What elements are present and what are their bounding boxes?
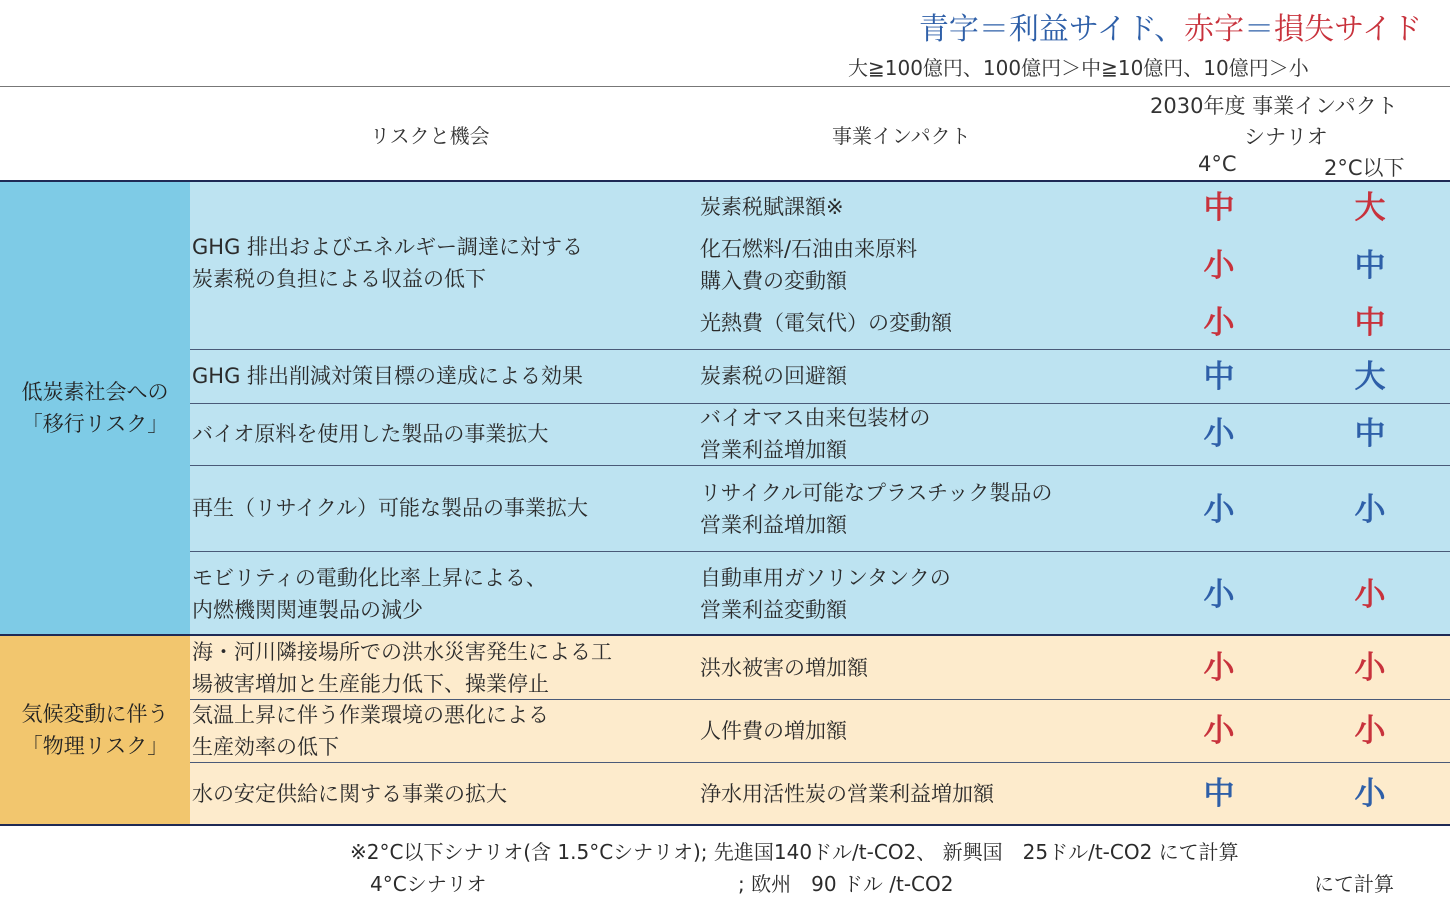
rating-2c-flood-damage-cost: 小 bbox=[1354, 650, 1386, 686]
impact-carbon-tax-levy: 炭素税賦課額※ bbox=[700, 195, 844, 219]
risk-item-carbon-tax-burden: GHG 排出およびエネルギー調達に対する 炭素税の負担による収益の低下 bbox=[192, 235, 584, 291]
impact-recyclable-plastics: リサイクル可能なプラスチック製品の 営業利益増加額 bbox=[700, 481, 1053, 537]
impact-gasoline-tank: 自動車用ガソリンタンクの 営業利益変動額 bbox=[700, 566, 951, 622]
risk-item-water-supply: 水の安定供給に関する事業の拡大 bbox=[192, 782, 507, 806]
rating-4c-biomass-packaging: 小 bbox=[1203, 416, 1235, 452]
header-scenario-title: 2030年度 事業インパクト bbox=[1150, 94, 1398, 118]
rating-2c-utility-cost: 中 bbox=[1354, 305, 1386, 341]
impact-carbon-tax-avoided: 炭素税の回避額 bbox=[700, 364, 847, 388]
row-separator bbox=[190, 349, 1450, 350]
header-4c-column: 4°C bbox=[1198, 152, 1237, 176]
rating-2c-biomass-packaging: 中 bbox=[1354, 416, 1386, 452]
legend-blue-label: 青字 bbox=[918, 12, 979, 47]
rating-4c-carbon-tax-avoided: 中 bbox=[1203, 359, 1235, 395]
footnote-calc-note: にて計算 bbox=[1314, 872, 1394, 896]
rating-2c-fossil-fuel-cost: 中 bbox=[1354, 248, 1386, 284]
row-separator bbox=[190, 551, 1450, 552]
legend-equals-2: ＝ bbox=[1244, 12, 1275, 47]
footnote-eu-price: ; 欧州 90 ドル /t-CO2 bbox=[738, 872, 954, 896]
scale-legend: 大≧100億円、100億円＞中≧10億円、10億円＞小 bbox=[848, 56, 1309, 80]
header-scenario-subtitle: シナリオ bbox=[1244, 125, 1328, 149]
header-top-rule bbox=[0, 86, 1450, 87]
rating-4c-utility-cost: 小 bbox=[1203, 305, 1235, 341]
risk-item-work-environment: 気温上昇に伴う作業環境の悪化による 生産効率の低下 bbox=[192, 703, 549, 759]
impact-flood-damage-cost: 洪水被害の増加額 bbox=[700, 656, 868, 680]
risk-item-ghg-reduction: GHG 排出削減対策目標の達成による効果 bbox=[192, 364, 584, 388]
header-2c-column: 2°C以下 bbox=[1324, 156, 1405, 180]
rating-4c-carbon-tax-levy: 中 bbox=[1203, 190, 1235, 226]
header-risk-column: リスクと機会 bbox=[370, 124, 490, 148]
footnote-4c-label: 4°Cシナリオ bbox=[370, 872, 487, 896]
color-legend bbox=[919, 4, 1422, 48]
category-transition-risk: 低炭素社会への 「移行リスク」 bbox=[0, 182, 190, 634]
impact-labor-cost: 人件費の増加額 bbox=[700, 719, 847, 743]
legend-loss-label: 損失サイド bbox=[1274, 12, 1422, 47]
rating-2c-carbon-tax-avoided: 大 bbox=[1354, 359, 1386, 395]
rating-4c-flood-damage-cost: 小 bbox=[1203, 650, 1235, 686]
rating-4c-labor-cost: 小 bbox=[1203, 713, 1235, 749]
risk-item-flood-damage: 海・河川隣接場所での洪水災害発生による工 場被害増加と生産能力低下、操業停止 bbox=[192, 640, 612, 696]
rating-2c-gasoline-tank: 小 bbox=[1354, 577, 1386, 613]
rating-2c-carbon-tax-levy: 大 bbox=[1354, 190, 1386, 226]
risk-item-bio-materials: バイオ原料を使用した製品の事業拡大 bbox=[192, 422, 549, 446]
rating-2c-labor-cost: 小 bbox=[1354, 713, 1386, 749]
impact-activated-carbon: 浄水用活性炭の営業利益増加額 bbox=[700, 782, 994, 806]
legend-profit-label: 利益サイド、 bbox=[1008, 12, 1185, 47]
impact-fossil-fuel-cost: 化石燃料/石油由来原料 購入費の変動額 bbox=[700, 237, 918, 293]
legend-red-label: 赤字 bbox=[1184, 12, 1245, 47]
rating-2c-activated-carbon: 小 bbox=[1354, 776, 1386, 812]
rating-4c-activated-carbon: 中 bbox=[1203, 776, 1235, 812]
legend-equals-1: ＝ bbox=[978, 12, 1009, 47]
rating-4c-fossil-fuel-cost: 小 bbox=[1203, 248, 1235, 284]
rating-4c-gasoline-tank: 小 bbox=[1203, 577, 1235, 613]
rating-2c-recyclable-plastics: 小 bbox=[1354, 492, 1386, 528]
impact-utility-cost: 光熱費（電気代）の変動額 bbox=[700, 311, 952, 335]
header-impact-column: 事業インパクト bbox=[832, 124, 971, 148]
table-bottom-rule bbox=[0, 824, 1450, 826]
risk-item-recyclable-products: 再生（リサイクル）可能な製品の事業拡大 bbox=[192, 496, 589, 520]
impact-biomass-packaging: バイオマス由来包装材の 営業利益増加額 bbox=[700, 406, 931, 462]
risk-item-mobility-electrification: モビリティの電動化比率上昇による、 内燃機関関連製品の減少 bbox=[192, 566, 547, 622]
category-physical-risk: 気候変動に伴う 「物理リスク」 bbox=[0, 636, 190, 824]
footnote-line-1: ※2°C以下シナリオ(含 1.5°Cシナリオ); 先進国140ドル/t-CO2、 新興国 25ドル/t-CO2 にて計算 bbox=[350, 840, 1239, 864]
rating-4c-recyclable-plastics: 小 bbox=[1203, 492, 1235, 528]
